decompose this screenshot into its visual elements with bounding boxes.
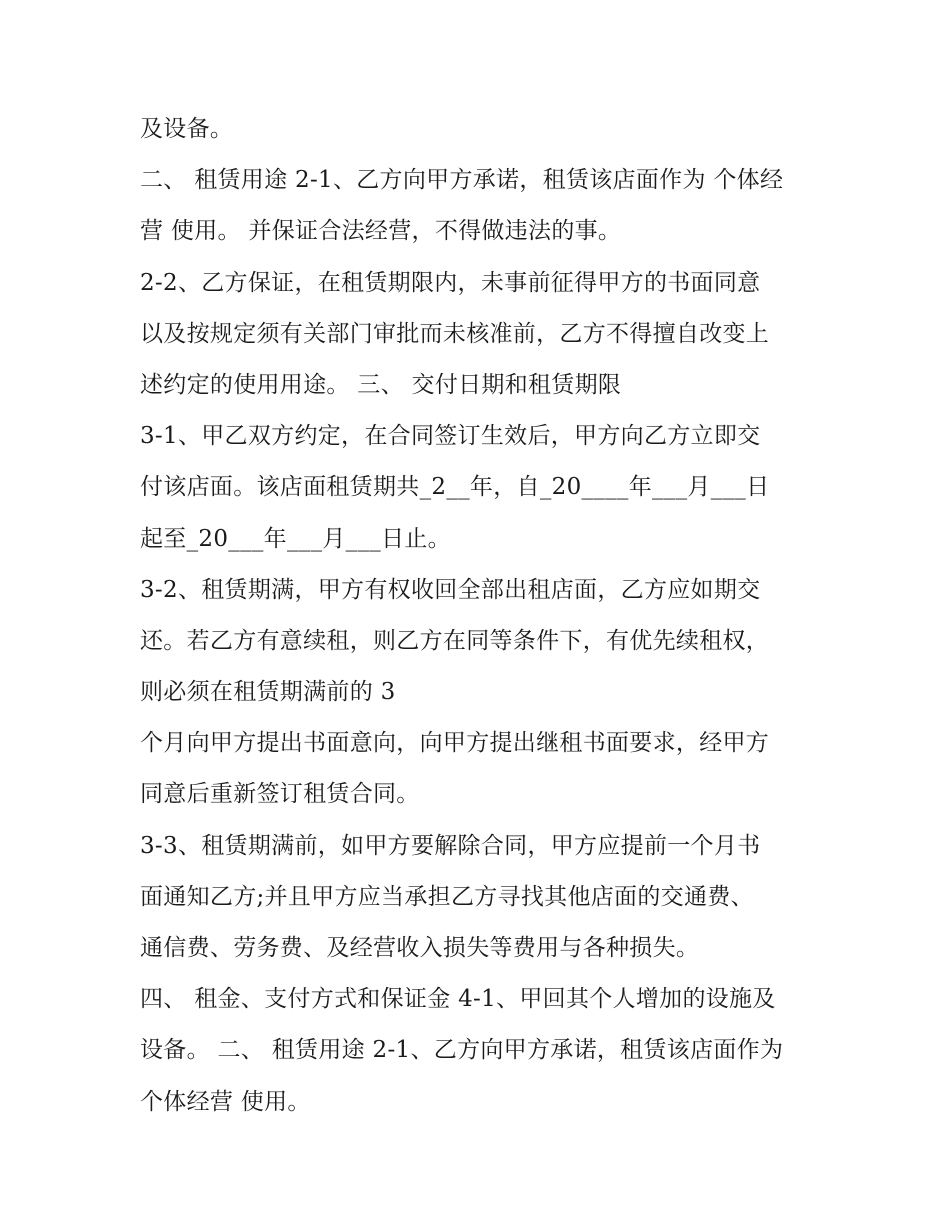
text-line-16: 面通知乙方;并且甲方应当承担乙方寻找其他店面的交通费、: [140, 883, 754, 910]
text-line-15: 3-3、租赁期满前，如甲方要解除合同，甲方应提前一个月书: [140, 832, 761, 859]
text-line-17: 通信费、劳务费、及经营收入损失等费用与各种损失。: [140, 935, 700, 961]
text-line-18: 四、 租金、支付方式和保证金 4-1、甲回其个人增加的设施及: [140, 986, 776, 1013]
text-line-9: 起至_20___年___月___日止。: [140, 525, 451, 552]
text-line-12: 则必须在租赁期满前的 3: [140, 679, 396, 706]
text-line-4: 2-2、乙方保证，在租赁期限内，未事前征得甲方的书面同意: [140, 269, 761, 296]
text-line-2: 二、 租赁用途 2-1、乙方向甲方承诺，租赁该店面作为 个体经: [140, 167, 784, 194]
text-line-5: 以及按规定须有关部门审批而未核准前，乙方不得擅自改变上: [140, 320, 770, 347]
text-line-3: 营 使用。 并保证合法经营，不得做违法的事。: [140, 218, 622, 245]
text-line-7: 3-1、甲乙双方约定，在合同签订生效后，甲方向乙方立即交: [140, 423, 761, 450]
text-line-20: 个体经营 使用。: [140, 1088, 311, 1115]
text-line-11: 还。若乙方有意续租，则乙方在同等条件下，有优先续租权，: [140, 627, 770, 654]
text-line-8: 付该店面。该店面租赁期共_2__年，自_20____年___月___日: [140, 474, 770, 501]
text-line-1: 及设备。: [140, 116, 234, 142]
text-line-13: 个月向甲方提出书面意向，向甲方提出继租书面要求，经甲方: [140, 730, 770, 757]
document-body: [140, 104, 820, 1128]
text-line-19: 设备。 二、 租赁用途 2-1、乙方向甲方承诺，租赁该店面作为: [140, 1037, 784, 1064]
text-line-14: 同意后重新签订租赁合同。: [140, 781, 420, 808]
text-line-6: 述约定的使用用途。 三、 交付日期和租赁期限: [140, 371, 622, 398]
text-line-10: 3-2、租赁期满，甲方有权收回全部出租店面，乙方应如期交: [140, 576, 761, 603]
